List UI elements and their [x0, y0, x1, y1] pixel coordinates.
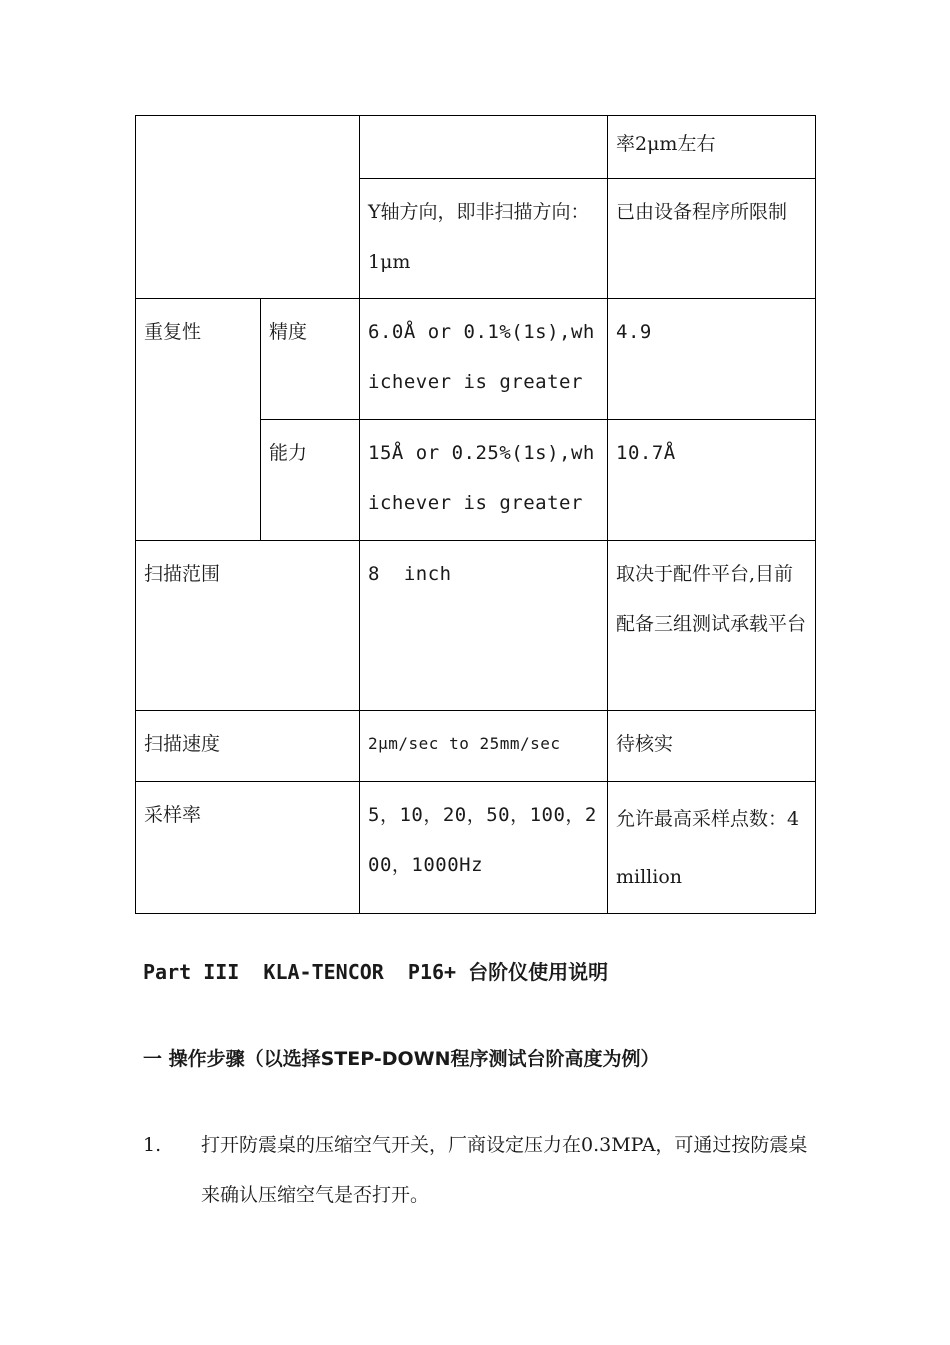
- table-cell: 10.7Å: [608, 420, 816, 541]
- section-heading: 一 操作步骤（以选择STEP-DOWN程序测试台阶高度为例）: [143, 1048, 660, 1070]
- table-cell: 8 inch: [360, 541, 608, 711]
- table-cell: 重复性: [136, 299, 261, 541]
- table-row: [136, 299, 816, 420]
- table-cell: [136, 116, 360, 299]
- table-row: [136, 711, 816, 782]
- table-cell: 能力: [261, 420, 360, 541]
- table-cell: 扫描范围: [136, 541, 360, 711]
- table-cell: 精度: [261, 299, 360, 420]
- table-cell: 采样率: [136, 782, 360, 914]
- table-row: [136, 782, 816, 914]
- step-number: 1.: [143, 1134, 162, 1156]
- table-cell: 已由设备程序所限制: [608, 179, 816, 299]
- table-row: [136, 541, 816, 711]
- step-text: 打开防震桌的压缩空气开关，厂商设定压力在0.3MPA，可通过按防震桌来确认压缩空气是否打开。: [201, 1134, 808, 1206]
- table-cell: [360, 116, 608, 179]
- table-cell: 允许最高采样点数：4 million: [608, 782, 816, 914]
- table-row: [136, 116, 816, 179]
- table-cell: 6.0Å or 0.1%(1s),whichever is greater: [360, 299, 608, 420]
- table-cell: 2μm/sec to 25mm/sec: [360, 711, 608, 782]
- table-cell: 待核实: [608, 711, 816, 782]
- part-heading: Part III KLA-TENCOR P16+ 台阶仪使用说明: [143, 960, 609, 984]
- spec-table: [135, 115, 816, 914]
- table-cell: 15Å or 0.25%(1s),whichever is greater: [360, 420, 608, 541]
- table-cell: 5，10，20，50，100，200，1000Hz: [360, 782, 608, 914]
- table-cell: 扫描速度: [136, 711, 360, 782]
- table-cell: Y轴方向，即非扫描方向：1μm: [360, 179, 608, 299]
- table-cell: 取决于配件平台,目前配备三组测试承载平台: [608, 541, 816, 711]
- table-cell: 4.9: [608, 299, 816, 420]
- table-cell: 率2μm左右: [608, 116, 816, 179]
